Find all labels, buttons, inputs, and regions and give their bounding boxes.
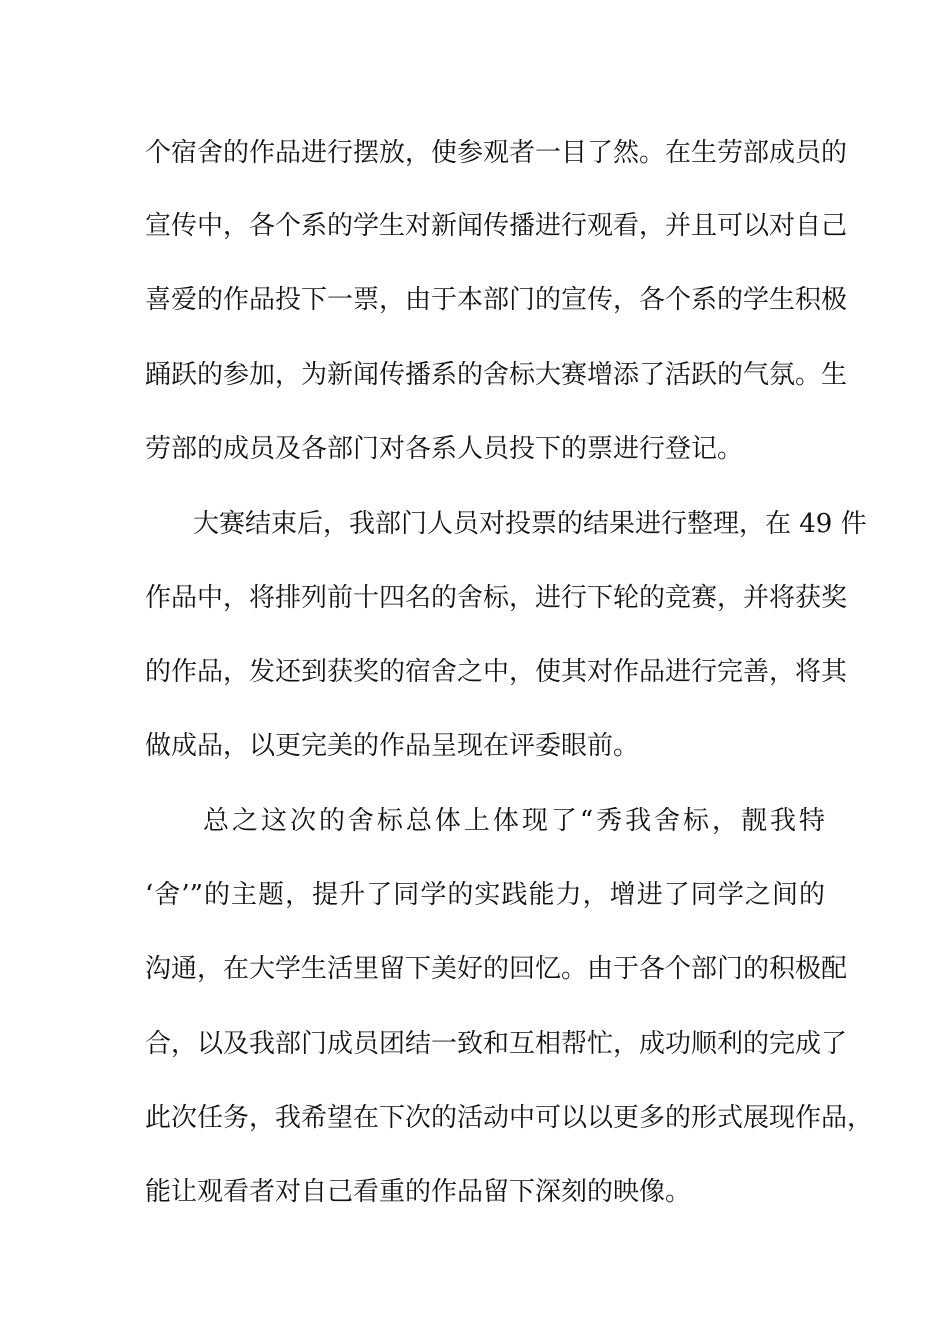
paragraph-1-line-1: 个宿舍的作品进行摆放，使参观者一目了然。在生劳部成员的	[145, 138, 848, 168]
paragraph-2-line-1: 大赛结束后，我部门人员对投票的结果进行整理，在 49 件	[193, 509, 867, 539]
paragraph-1-line-3: 喜爱的作品投下一票，由于本部门的宣传，各个系的学生积极	[145, 285, 848, 315]
paragraph-3-line-4: 合，以及我部门成员团结一致和互相帮忙，成功顺利的完成了	[145, 1029, 848, 1059]
paragraph-2-line-3: 的作品，发还到获奖的宿舍之中，使其对作品进行完善，将其	[145, 657, 848, 687]
paragraph-3-line-5: 此次任务，我希望在下次的活动中可以以更多的形式展现作品，	[145, 1103, 874, 1133]
paragraph-2-line-2: 作品中，将排列前十四名的舍标，进行下轮的竞赛，并将获奖	[145, 583, 848, 613]
paragraph-3-line-2: ‘舍’”的主题，提升了同学的实践能力，增进了同学之间的	[145, 880, 825, 910]
paragraph-1-line-5: 劳部的成员及各部门对各系人员投下的票进行登记。	[145, 434, 744, 464]
paragraph-3-line-3: 沟通，在大学生活里留下美好的回忆。由于各个部门的积极配	[145, 954, 848, 984]
paragraph-1-line-2: 宣传中，各个系的学生对新闻传播进行观看，并且可以对自己	[145, 211, 848, 241]
paragraph-2-line-4: 做成品，以更完美的作品呈现在评委眼前。	[145, 731, 640, 761]
paragraph-1-line-4: 踊跃的参加，为新闻传播系的舍标大赛增添了活跃的气氛。生	[145, 360, 848, 390]
paragraph-3-line-6: 能让观看者对自己看重的作品留下深刻的映像。	[145, 1177, 692, 1207]
paragraph-3-line-1: 总之这次的舍标总体上体现了“秀我舍标，靓我特	[203, 806, 825, 836]
